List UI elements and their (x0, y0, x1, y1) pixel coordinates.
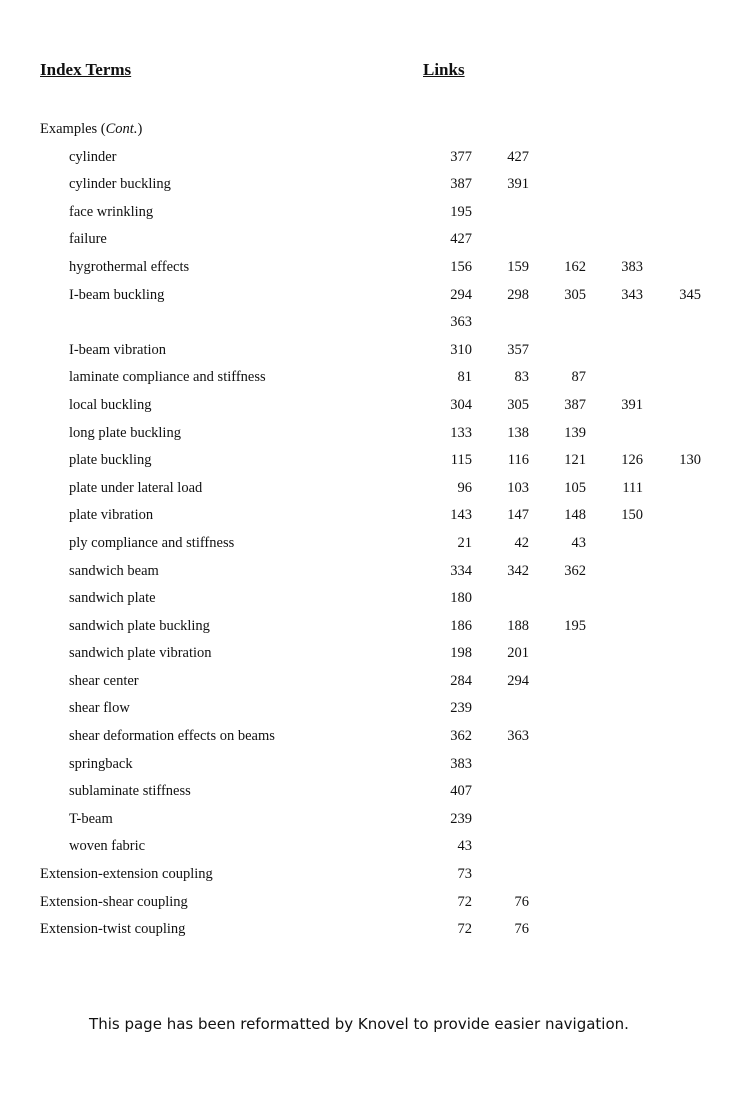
page-link[interactable]: 198 (450, 645, 472, 662)
page-link[interactable]: 139 (564, 424, 586, 441)
index-terms-heading: Index Terms (40, 60, 132, 79)
index-entry (0, 364, 748, 392)
page-link[interactable]: 133 (450, 424, 472, 441)
index-term: face wrinkling (69, 203, 154, 220)
page-link[interactable]: 294 (507, 672, 529, 689)
page-link[interactable]: 387 (564, 396, 586, 413)
index-term: shear center (69, 672, 139, 689)
page-link[interactable]: 162 (564, 258, 586, 275)
index-entry (0, 585, 748, 613)
index-entries (0, 116, 748, 944)
index-term: Examples (Cont.) (40, 121, 143, 137)
page-link[interactable]: 72 (457, 921, 472, 938)
page-link[interactable]: 143 (450, 507, 472, 524)
page-link[interactable]: 391 (621, 396, 643, 413)
index-term: sandwich plate buckling (69, 617, 210, 634)
index-term: I-beam vibration (69, 341, 167, 358)
page-link[interactable]: 21 (457, 534, 472, 551)
page-link[interactable]: 363 (450, 314, 472, 331)
index-entry (0, 695, 748, 723)
page-link[interactable]: 363 (507, 728, 529, 745)
index-term: failure (69, 231, 107, 248)
page-link[interactable]: 76 (514, 893, 529, 910)
index-term: springback (69, 755, 133, 772)
index-term: sublaminate stiffness (69, 783, 191, 800)
page-link[interactable]: 377 (450, 148, 472, 165)
page-link[interactable]: 294 (450, 286, 472, 303)
page-link[interactable]: 121 (564, 452, 586, 469)
index-term: laminate compliance and stiffness (69, 369, 266, 386)
page-link[interactable]: 73 (457, 866, 472, 883)
page-link[interactable]: 391 (507, 176, 529, 193)
page-link[interactable]: 138 (507, 424, 529, 441)
index-entry (0, 778, 748, 806)
page-link[interactable]: 72 (457, 893, 472, 910)
index-entry (0, 502, 748, 530)
index-entry (0, 861, 748, 889)
page-link[interactable]: 186 (450, 617, 472, 634)
index-term: sandwich plate vibration (69, 645, 212, 662)
page-link[interactable]: 304 (450, 396, 472, 413)
page-link[interactable]: 180 (450, 590, 472, 607)
index-entry (0, 116, 748, 144)
index-term: shear deformation effects on beams (69, 728, 275, 745)
index-entry (0, 530, 748, 558)
index-entry (0, 171, 748, 199)
index-entry (0, 723, 748, 751)
index-entry (0, 475, 748, 503)
page-link[interactable]: 43 (571, 534, 586, 551)
page-link[interactable]: 105 (564, 479, 586, 496)
page-footer: This page has been reformatted by Knovel to provide easier navigation. (89, 1015, 629, 1033)
index-entry (0, 144, 748, 172)
page-link[interactable]: 195 (564, 617, 586, 634)
page-link[interactable]: 362 (564, 562, 586, 579)
page-link[interactable]: 115 (450, 452, 472, 469)
index-entry (0, 282, 748, 310)
index-entry (0, 558, 748, 586)
page-link[interactable]: 362 (450, 728, 472, 745)
page-link[interactable]: 81 (457, 369, 472, 386)
page-link[interactable]: 201 (507, 645, 529, 662)
page-link[interactable]: 76 (514, 921, 529, 938)
page-link[interactable]: 103 (507, 479, 529, 496)
index-term: woven fabric (69, 838, 146, 855)
page-link[interactable]: 239 (450, 700, 472, 717)
index-entry (0, 420, 748, 448)
page-link[interactable]: 387 (450, 176, 472, 193)
page-link[interactable]: 342 (507, 562, 529, 579)
index-entry (0, 613, 748, 641)
index-term: Extension-shear coupling (40, 893, 188, 910)
index-entry (0, 392, 748, 420)
index-entry (0, 889, 748, 917)
index-term: Extension-extension coupling (40, 866, 213, 883)
page-link[interactable]: 239 (450, 810, 472, 827)
page-link[interactable]: 42 (514, 534, 529, 551)
index-term: Extension-twist coupling (40, 921, 186, 938)
page-link[interactable]: 150 (621, 507, 643, 524)
page-link[interactable]: 310 (450, 341, 472, 358)
page-link[interactable]: 284 (450, 672, 472, 689)
index-entry (0, 254, 748, 282)
index-term: sandwich beam (69, 562, 159, 579)
index-term: shear flow (69, 700, 130, 717)
page-link[interactable]: 334 (450, 562, 472, 579)
index-term: local buckling (69, 396, 152, 413)
index-entry (0, 447, 748, 475)
page-link[interactable]: 96 (457, 479, 472, 496)
page-link[interactable]: 83 (514, 369, 529, 386)
page-link[interactable]: 130 (679, 452, 701, 469)
index-entry (0, 668, 748, 696)
index-entry (0, 337, 748, 365)
index-term: cylinder (69, 148, 117, 165)
page-link[interactable]: 87 (571, 369, 586, 386)
page-link[interactable]: 147 (507, 507, 529, 524)
index-entry (0, 640, 748, 668)
index-term: long plate buckling (69, 424, 181, 441)
index-term: plate vibration (69, 507, 154, 524)
page-link[interactable]: 305 (507, 396, 529, 413)
index-entry (0, 309, 748, 337)
index-entry (0, 916, 748, 944)
page-link[interactable]: 407 (450, 783, 472, 800)
index-term: hygrothermal effects (69, 258, 190, 275)
page-link[interactable]: 343 (621, 286, 643, 303)
index-entry (0, 226, 748, 254)
index-entry (0, 199, 748, 227)
page-link[interactable]: 427 (450, 231, 472, 248)
index-term: I-beam buckling (69, 286, 165, 303)
page-link[interactable]: 116 (507, 452, 529, 469)
page-link[interactable]: 43 (457, 838, 472, 855)
index-entry (0, 833, 748, 861)
index-term: cylinder buckling (69, 176, 171, 193)
page-link[interactable]: 148 (564, 507, 586, 524)
page-link[interactable]: 383 (450, 755, 472, 772)
page-link[interactable]: 159 (507, 258, 529, 275)
page-link[interactable]: 156 (450, 258, 472, 275)
page-link[interactable]: 298 (507, 286, 529, 303)
index-term: ply compliance and stiffness (69, 534, 235, 551)
page-link[interactable]: 427 (507, 148, 529, 165)
page-link[interactable]: 383 (621, 258, 643, 275)
index-entry (0, 806, 748, 834)
page-link[interactable]: 111 (622, 479, 643, 496)
page-link[interactable]: 345 (679, 286, 701, 303)
page-link[interactable]: 188 (507, 617, 529, 634)
index-entry (0, 751, 748, 779)
page-link[interactable]: 305 (564, 286, 586, 303)
page-link[interactable]: 126 (621, 452, 643, 469)
links-heading: Links (423, 60, 465, 79)
index-term: plate under lateral load (69, 479, 203, 496)
page-link[interactable]: 195 (450, 203, 472, 220)
index-term: T-beam (69, 810, 113, 827)
page-link[interactable]: 357 (507, 341, 529, 358)
index-term: plate buckling (69, 452, 152, 469)
index-term: sandwich plate (69, 590, 156, 607)
